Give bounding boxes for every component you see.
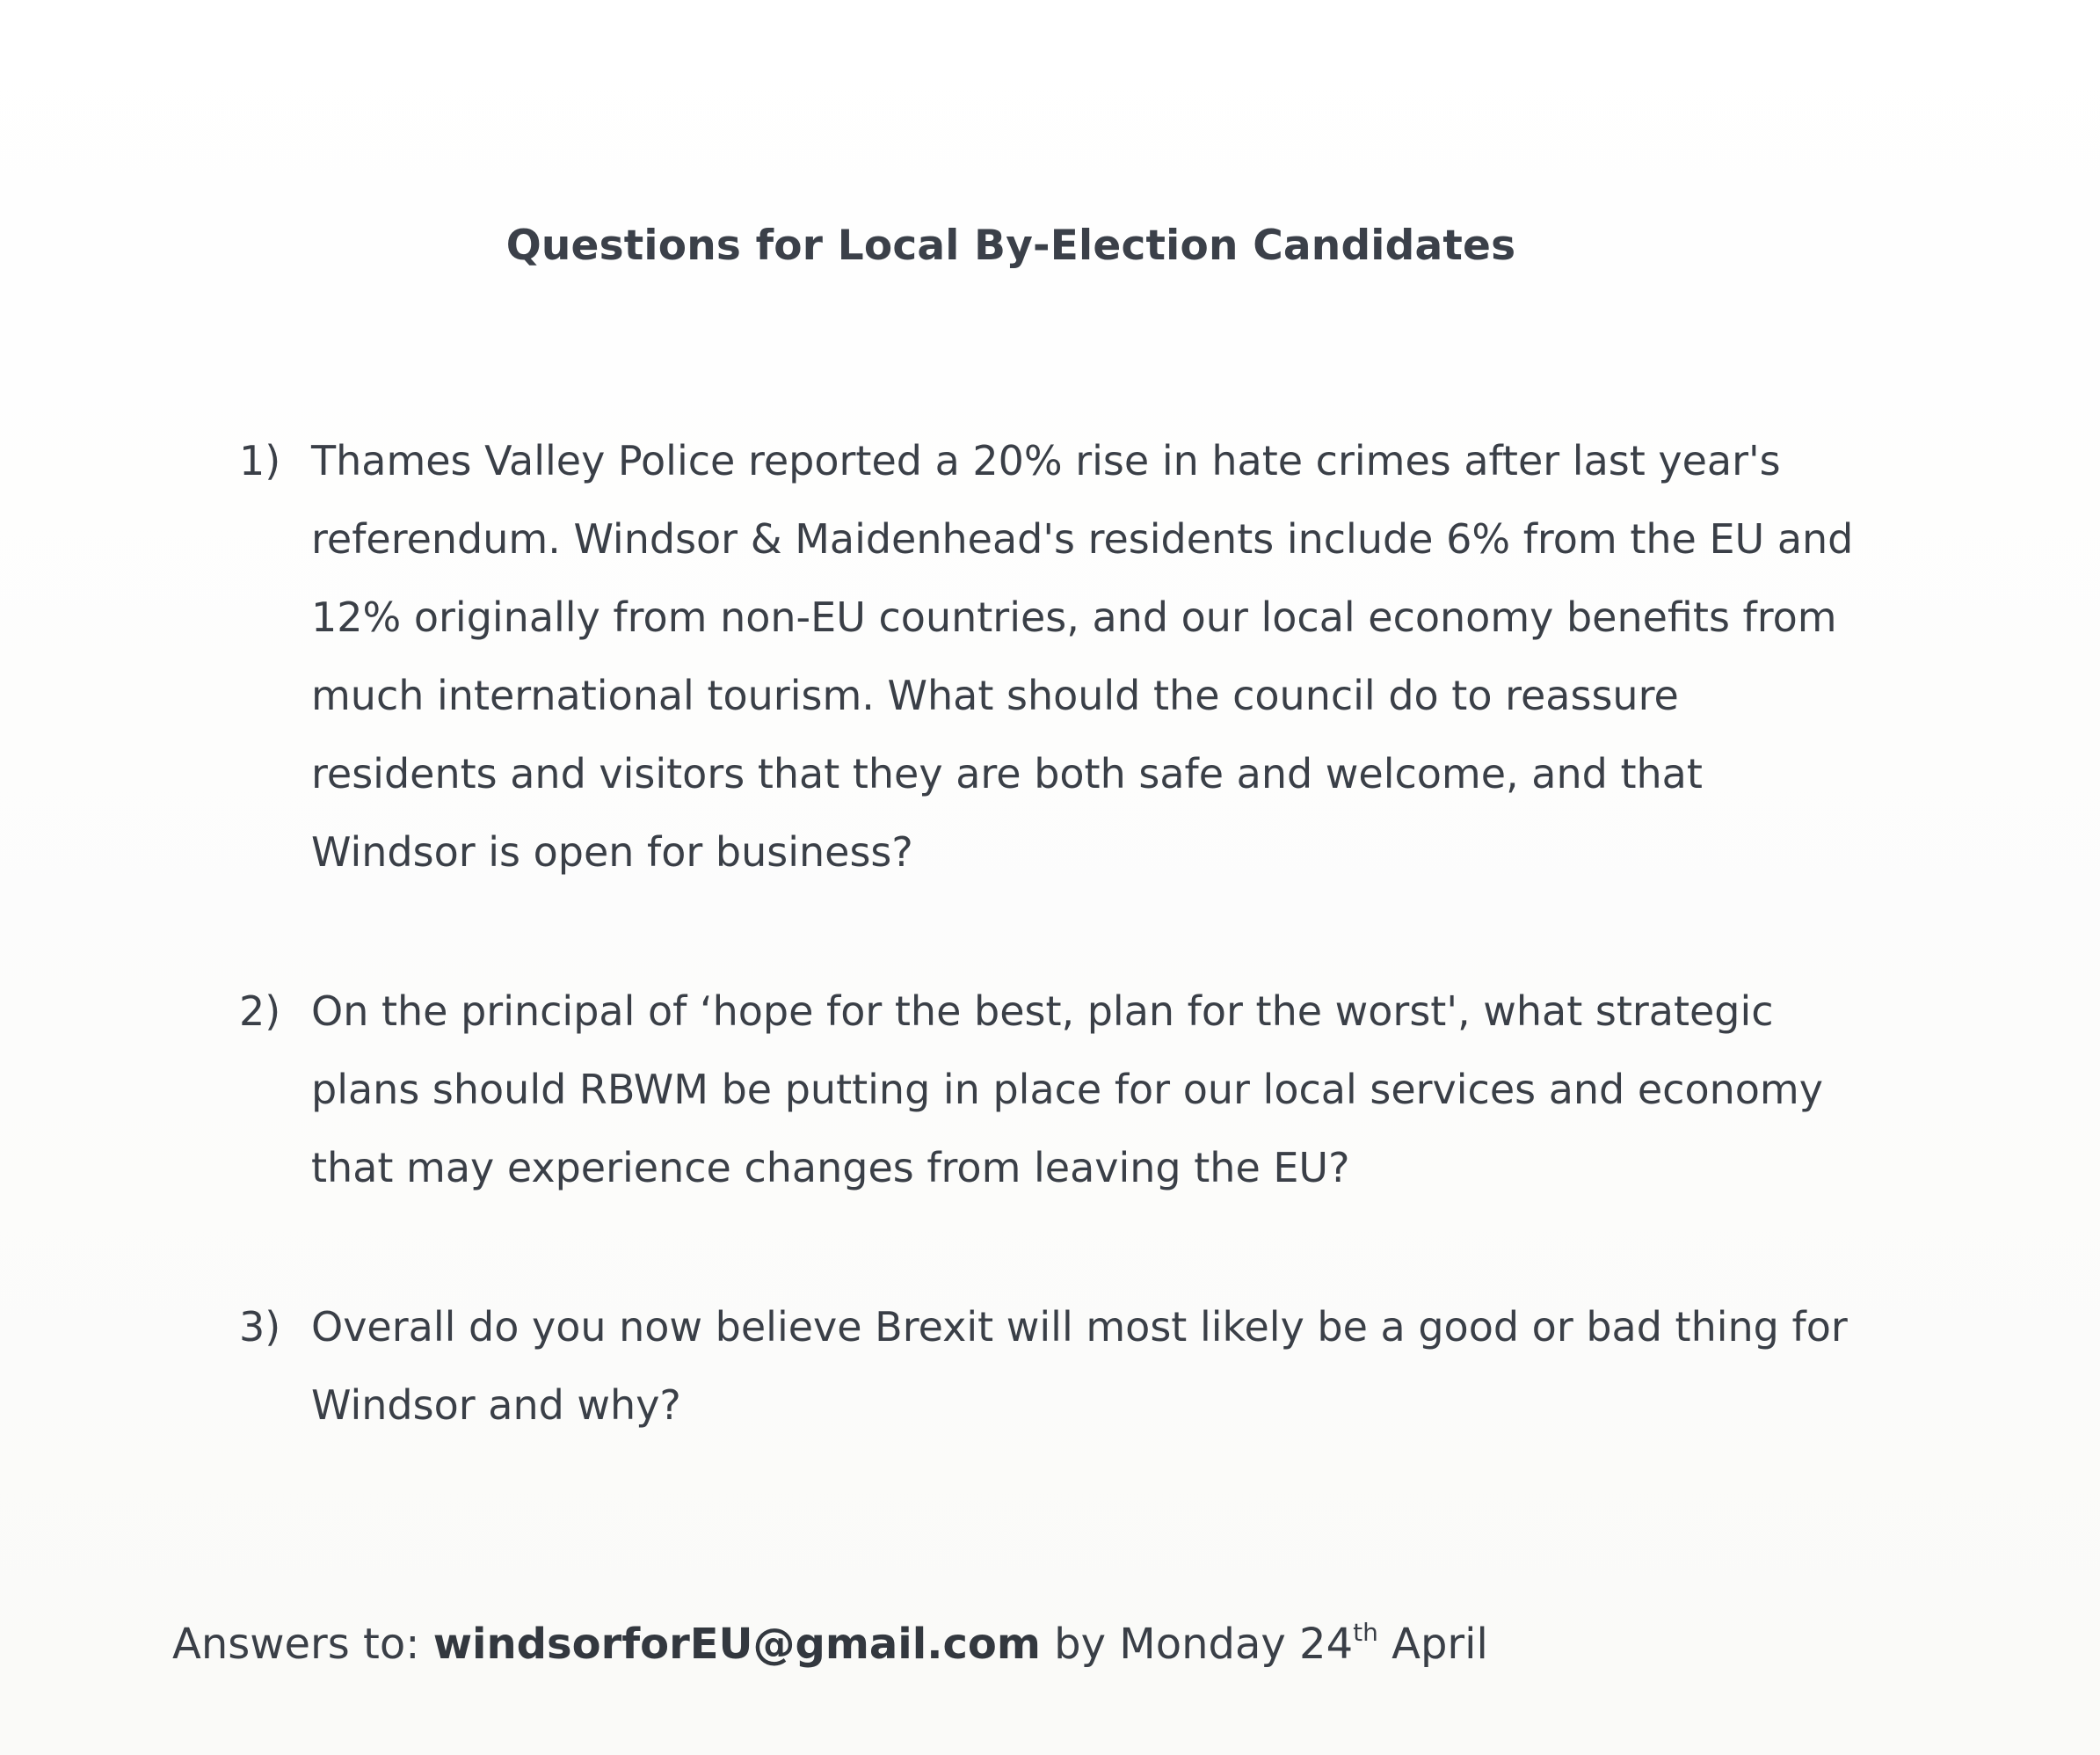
question-1 — [239, 422, 1857, 892]
question-text: Thames Valley Police reported a 20% rise in hate crimes after last year's referendum. Windsor & Maidenhead's residents include 6% from the EU and 12% originally from non-EU countries, and our local economy benefits from much international tourism. What should the council do to reassure residents and visitors that they are both safe and welcome, and that Windsor is open for business? — [311, 437, 1854, 876]
question-2 — [239, 972, 1857, 1207]
deadline-suffix: April — [1392, 1620, 1488, 1669]
question-number: 2) — [239, 987, 281, 1035]
question-3 — [239, 1288, 1857, 1445]
question-number: 1) — [239, 437, 281, 484]
deadline-prefix: by Monday 24 — [1054, 1620, 1354, 1669]
question-text: On the principal of ‘hope for the best, plan for the worst', what strategic plans should RBWM be putting in place for our local services and economy that may experience changes from leaving the EU? — [311, 987, 1823, 1191]
answers-footer — [172, 1618, 1488, 1669]
question-list — [239, 422, 1857, 1445]
question-text: Overall do you now believe Brexit will most likely be a good or bad thing for Windsor and why? — [311, 1303, 1848, 1429]
answers-prefix: Answers to: — [172, 1620, 420, 1669]
deadline-superscript: th — [1353, 1618, 1378, 1647]
question-number: 3) — [239, 1303, 281, 1351]
document-title: Questions for Local By-Election Candidates — [505, 222, 1516, 270]
contact-email: windsorforEU@gmail.com — [432, 1620, 1041, 1669]
